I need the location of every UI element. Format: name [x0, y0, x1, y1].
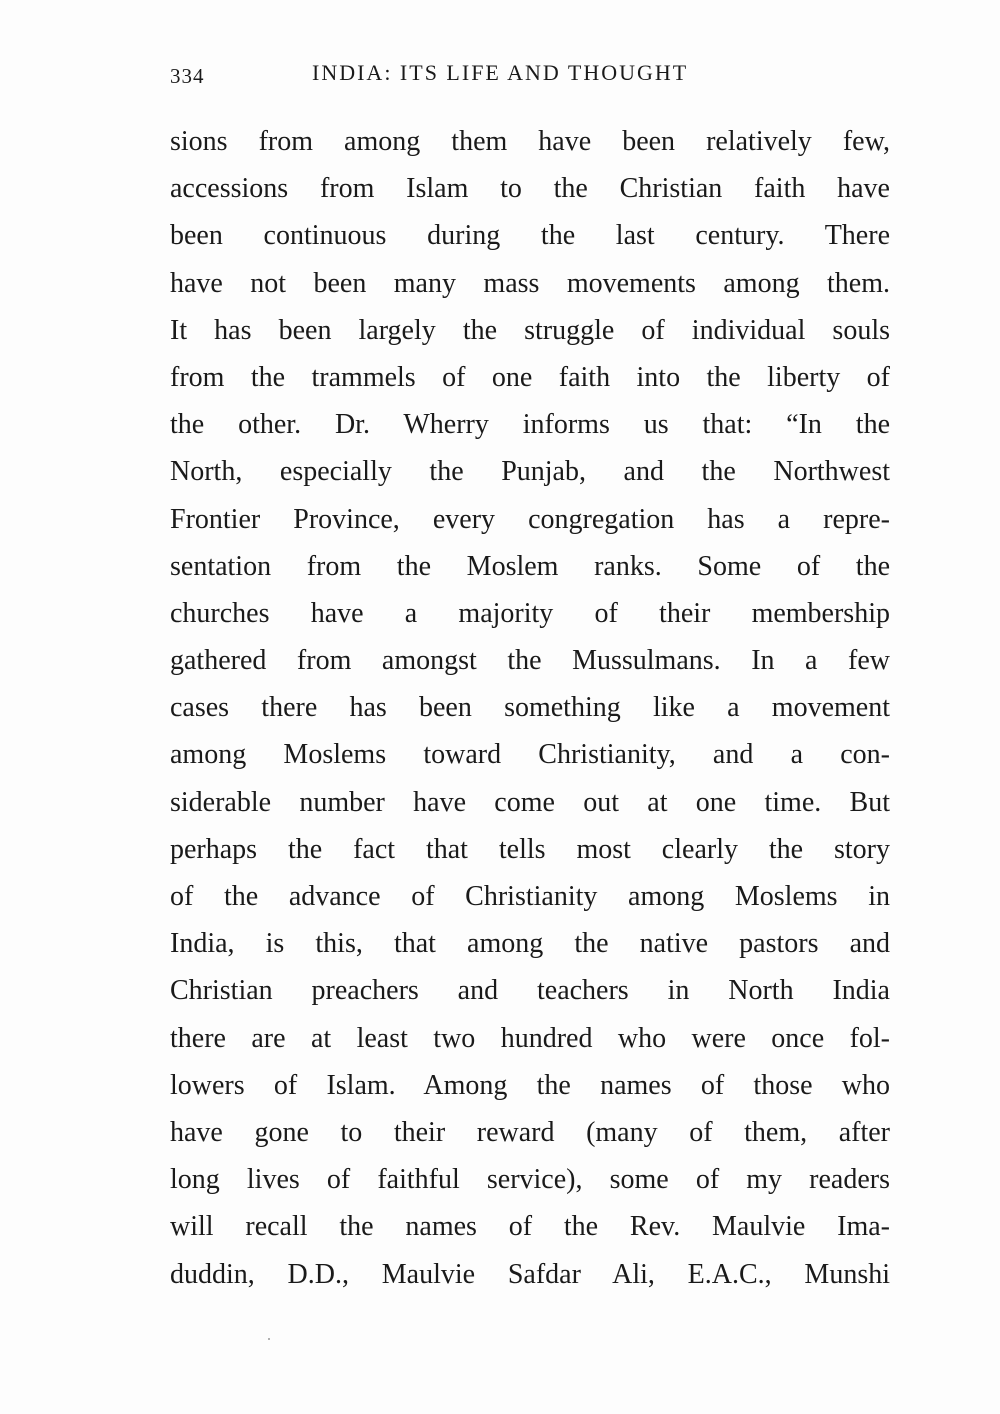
text-line: siderable number have come out at one time. But: [170, 786, 890, 818]
text-line: there are at least two hundred who were once fol-: [170, 1022, 890, 1054]
running-head-title: INDIA: ITS LIFE AND THOUGHT: [312, 60, 689, 85]
text-line: from the trammels of one faith into the liberty of: [170, 361, 890, 393]
text-line: been continuous during the last century. There: [170, 220, 890, 252]
text-line: of the advance of Christianity among Moslems in: [170, 881, 890, 912]
text-line: North, especially the Punjab, and the Northwest: [170, 456, 890, 488]
paper-speck: [268, 1338, 270, 1340]
text-line: long lives of faithful service), some of my readers: [170, 1164, 890, 1196]
text-line: sions from among them have been relatively few,: [170, 126, 890, 157]
text-line: churches have a majority of their membership: [170, 597, 890, 629]
text-line: perhaps the fact that tells most clearly the story: [170, 833, 890, 865]
text-line: sentation from the Moslem ranks. Some of the: [170, 550, 890, 582]
text-line: It has been largely the struggle of individual souls: [170, 314, 890, 346]
text-line: Christian preachers and teachers in North India: [170, 975, 890, 1007]
body-text: [170, 118, 890, 1298]
text-line: cases there has been something like a movement: [170, 692, 890, 724]
text-line: have gone to their reward (many of them, after: [170, 1116, 890, 1148]
text-line: duddin, D.D., Maulvie Safdar Ali, E.A.C., Munshi: [170, 1258, 890, 1290]
text-line: gathered from amongst the Mussulmans. In a few: [170, 645, 890, 677]
text-line: Frontier Province, every congregation has a repre-: [170, 503, 890, 535]
text-line: among Moslems toward Christianity, and a con-: [170, 739, 890, 771]
text-line: have not been many mass movements among them.: [170, 267, 890, 299]
running-head: [170, 60, 890, 96]
text-line: accessions from Islam to the Christian faith have: [170, 173, 890, 205]
text-line: India, is this, that among the native pastors and: [170, 928, 890, 960]
text-line: the other. Dr. Wherry informs us that: “In the: [170, 409, 890, 441]
page-number: 334: [170, 64, 205, 88]
text-line: lowers of Islam. Among the names of those who: [170, 1069, 890, 1101]
text-line: will recall the names of the Rev. Maulvie Ima-: [170, 1211, 890, 1243]
